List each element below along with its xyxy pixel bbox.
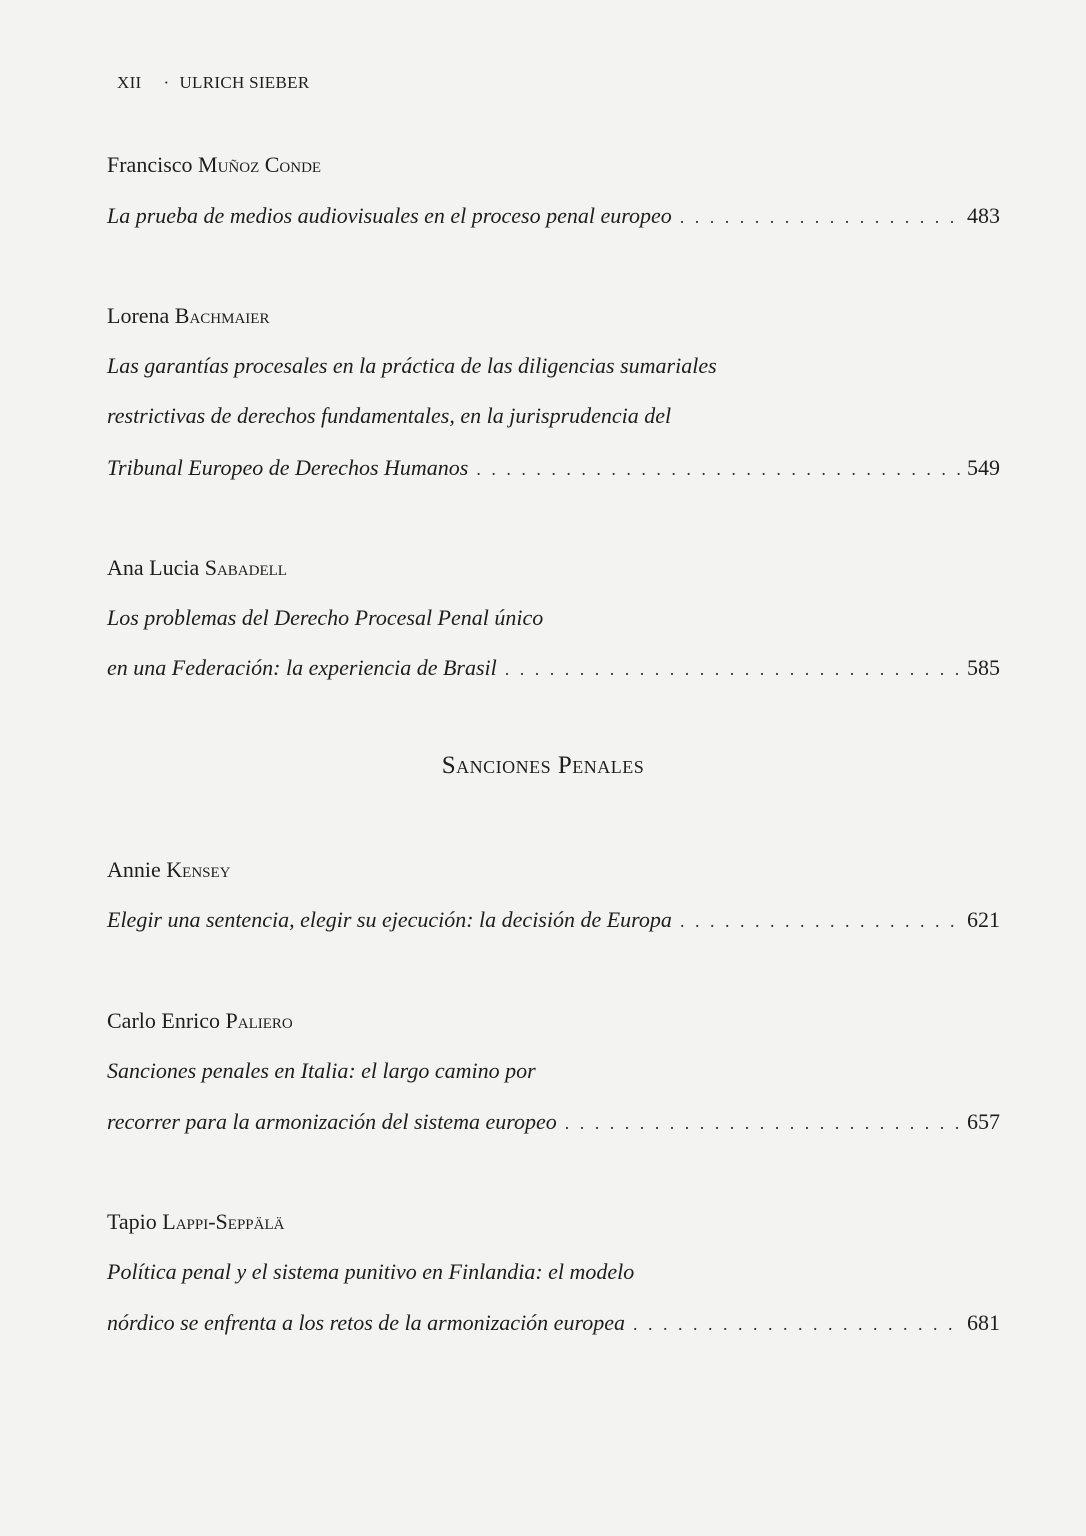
toc-author: Lorena Bachmaier [107,303,270,328]
dot-leader [505,659,964,680]
toc-title-text: Elegir una sentencia, elegir su ejecución: la decisión de Europa [107,907,672,932]
author-surname: Sabadell [204,555,287,580]
toc-title-text: en una Federación: la experiencia de Brasil [107,655,497,680]
toc-author: Ana Lucia Sabadell [107,555,287,580]
dot-leader [565,1113,964,1134]
author-surname: Bachmaier [174,303,270,328]
toc-author: Tapio Lappi-Seppälä [107,1209,285,1234]
running-title: ULRICH SIEBER [179,73,310,92]
page-number: XII [117,73,142,92]
toc-author: Carlo Enrico Paliero [107,1008,293,1033]
toc-page-number: 483 [967,203,1000,228]
toc-entry-line [107,907,1000,933]
toc-entry-line [107,455,1000,481]
toc-entry-line [107,203,1000,229]
toc-title-line: Sanciones penales en Italia: el largo camino por [107,1058,536,1083]
toc-title-line: restrictivas de derechos fundamentales, en la jurisprudencia del [107,403,672,428]
toc-title-line: Las garantías procesales en la práctica de las diligencias sumariales [107,353,717,378]
toc-title-line: Los problemas del Derecho Procesal Penal único [107,605,544,630]
toc-entry-line [107,655,1000,681]
dot-leader [633,1314,964,1335]
dot-leader [680,207,964,228]
toc-author: Francisco Muñoz Conde [107,152,322,177]
toc-entry-line [107,1310,1000,1336]
toc-page-number: 549 [967,455,1000,480]
toc-title-line: Política penal y el sistema punitivo en Finlandia: el modelo [107,1259,635,1284]
toc-author: Annie Kensey [107,857,231,882]
toc-page-number: 681 [967,1310,1000,1335]
header-separator: · [163,73,170,92]
author-surname: Kensey [166,857,231,882]
author-surname: Muñoz Conde [198,152,322,177]
toc-page-number: 621 [967,907,1000,932]
toc-title-text: Tribunal Europeo de Derechos Humanos [107,455,469,480]
toc-title-text: La prueba de medios audiovisuales en el proceso penal europeo [107,203,672,228]
dot-leader [680,911,964,932]
toc-title-text: recorrer para la armonización del sistema europeo [107,1109,557,1134]
dot-leader [476,459,964,480]
running-header [117,73,309,93]
toc-page-number: 585 [967,655,1000,680]
section-heading: Sanciones Penales [441,752,645,779]
author-surname: Paliero [225,1008,293,1033]
author-surname: Lappi-Seppälä [162,1209,285,1234]
toc-entry-line [107,1109,1000,1135]
toc-page-number: 657 [967,1109,1000,1134]
toc-title-text: nórdico se enfrenta a los retos de la armonización europea [107,1310,625,1335]
